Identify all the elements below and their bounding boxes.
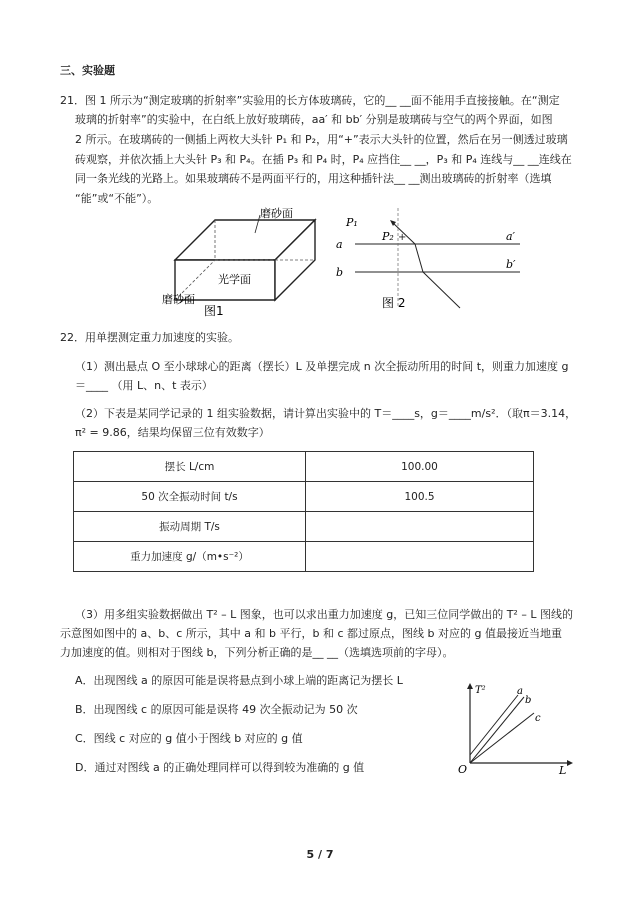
table-cell-label: 振动周期 T/s	[74, 512, 306, 542]
table-cell-label: 50 次全振动时间 t/s	[74, 482, 306, 512]
svg-text:+: +	[398, 232, 407, 243]
table-row	[74, 542, 534, 572]
q22-part3-line-1: （3）用多组实验数据做出 T² – L 图象，也可以求出重力加速度 g，已知三位同学做出的 T² – L 图线的	[75, 608, 573, 621]
q22-part3-line-3: 力加速度的值。则相对于图线 b，下列分析正确的是__ __（选填选项前的字母）。	[60, 646, 454, 659]
section-title: 三、实验题	[60, 64, 115, 77]
page-number: 5 / 7	[306, 848, 334, 861]
data-table	[73, 451, 534, 572]
fig1-caption: 图1	[204, 304, 224, 318]
fig2-b: b	[336, 266, 344, 279]
fig2-caption: 图 2	[382, 296, 406, 310]
table-cell-value: 100.00	[306, 452, 534, 482]
figure-2-refraction	[330, 208, 530, 313]
q21-line-2: 玻璃的折射率”的实验中，在白纸上放好玻璃砖，aa′ 和 bb′ 分别是玻璃砖与空气的两个界面，如图	[75, 113, 553, 126]
fig2-a-prime: a′	[506, 230, 516, 243]
q22-part2-line-1: （2）下表是某同学记录的 1 组实验数据，请计算出实验中的 T＝____s，g＝____m/s²．（取π＝3.14，	[75, 407, 577, 420]
fig2-p1: P₁	[346, 216, 358, 229]
figure-1-glass-block	[160, 205, 340, 320]
table-row	[74, 482, 534, 512]
graph-line-c-label: c	[535, 713, 541, 724]
fig1-bottom-label: 磨砂面	[162, 293, 195, 306]
fig1-top-label: 磨砂面	[260, 207, 293, 220]
fig2-b-prime: b′	[506, 258, 516, 271]
q21-line-1: 21．图 1 所示为“测定玻璃的折射率”实验用的长方体玻璃砖，它的__ __面不能用手直接接触。在“测定	[60, 94, 560, 107]
q22-title: 22．用单摆测定重力加速度的实验。	[60, 331, 239, 344]
table-cell-value: 100.5	[306, 482, 534, 512]
graph-line-a-label: a	[517, 686, 523, 697]
q22-part1-line-1: （1）测出悬点 O 至小球球心的距离（摆长）L 及单摆完成 n 次全振动所用的时间 t，则重力加速度 g	[75, 360, 569, 373]
option-b: B．出现图线 c 的原因可能是误将 49 次全振动记为 50 次	[75, 703, 358, 716]
q21-line-3: 2 所示。在玻璃砖的一侧插上两枚大头针 P₁ 和 P₂，用“+”表示大头针的位置，然后在另一侧透过玻璃	[75, 133, 568, 146]
table-cell-label: 摆长 L/cm	[74, 452, 306, 482]
graph-y-label: T²	[475, 685, 486, 696]
q22-part2-line-2: π² = 9.86，结果均保留三位有效数字）	[75, 426, 270, 439]
option-a: A．出现图线 a 的原因可能是误将悬点到小球上端的距离记为摆长 L	[75, 674, 403, 687]
q21-line-5: 同一条光线的光路上。如果玻璃砖不是两面平行的，用这种插针法__ __测出玻璃砖的折射率（选填	[75, 172, 552, 185]
table-cell-value	[306, 542, 534, 572]
table-cell-label: 重力加速度 g/（m•s⁻²）	[74, 542, 306, 572]
fig2-p2: P₂	[382, 230, 394, 243]
q21-line-6: “能”或“不能”）。	[75, 192, 159, 205]
figure-t2-l-graph	[455, 683, 575, 775]
graph-x-label: L	[559, 764, 567, 775]
fig2-a: a	[336, 238, 343, 251]
graph-line-b-label: b	[525, 695, 532, 706]
fig1-front-label: 光学面	[218, 273, 251, 286]
q22-part1-line-2: ＝____ （用 L、n、t 表示）	[75, 379, 213, 392]
table-cell-value	[306, 512, 534, 542]
table-row	[74, 452, 534, 482]
q22-part3-line-2: 示意图如图中的 a、b、c 所示，其中 a 和 b 平行，b 和 c 都过原点，图线 b 对应的 g 值最接近当地重	[60, 627, 562, 640]
q21-line-4: 砖观察，并依次插上大头针 P₃ 和 P₄。在插 P₃ 和 P₄ 时，P₄ 应挡住__ __，P₃ 和 P₄ 连线与__ __连线在	[75, 153, 572, 166]
table-row	[74, 512, 534, 542]
graph-origin: O	[458, 763, 468, 775]
option-d: D．通过对图线 a 的正确处理同样可以得到较为准确的 g 值	[75, 761, 365, 774]
option-c: C．图线 c 对应的 g 值小于图线 b 对应的 g 值	[75, 732, 303, 745]
